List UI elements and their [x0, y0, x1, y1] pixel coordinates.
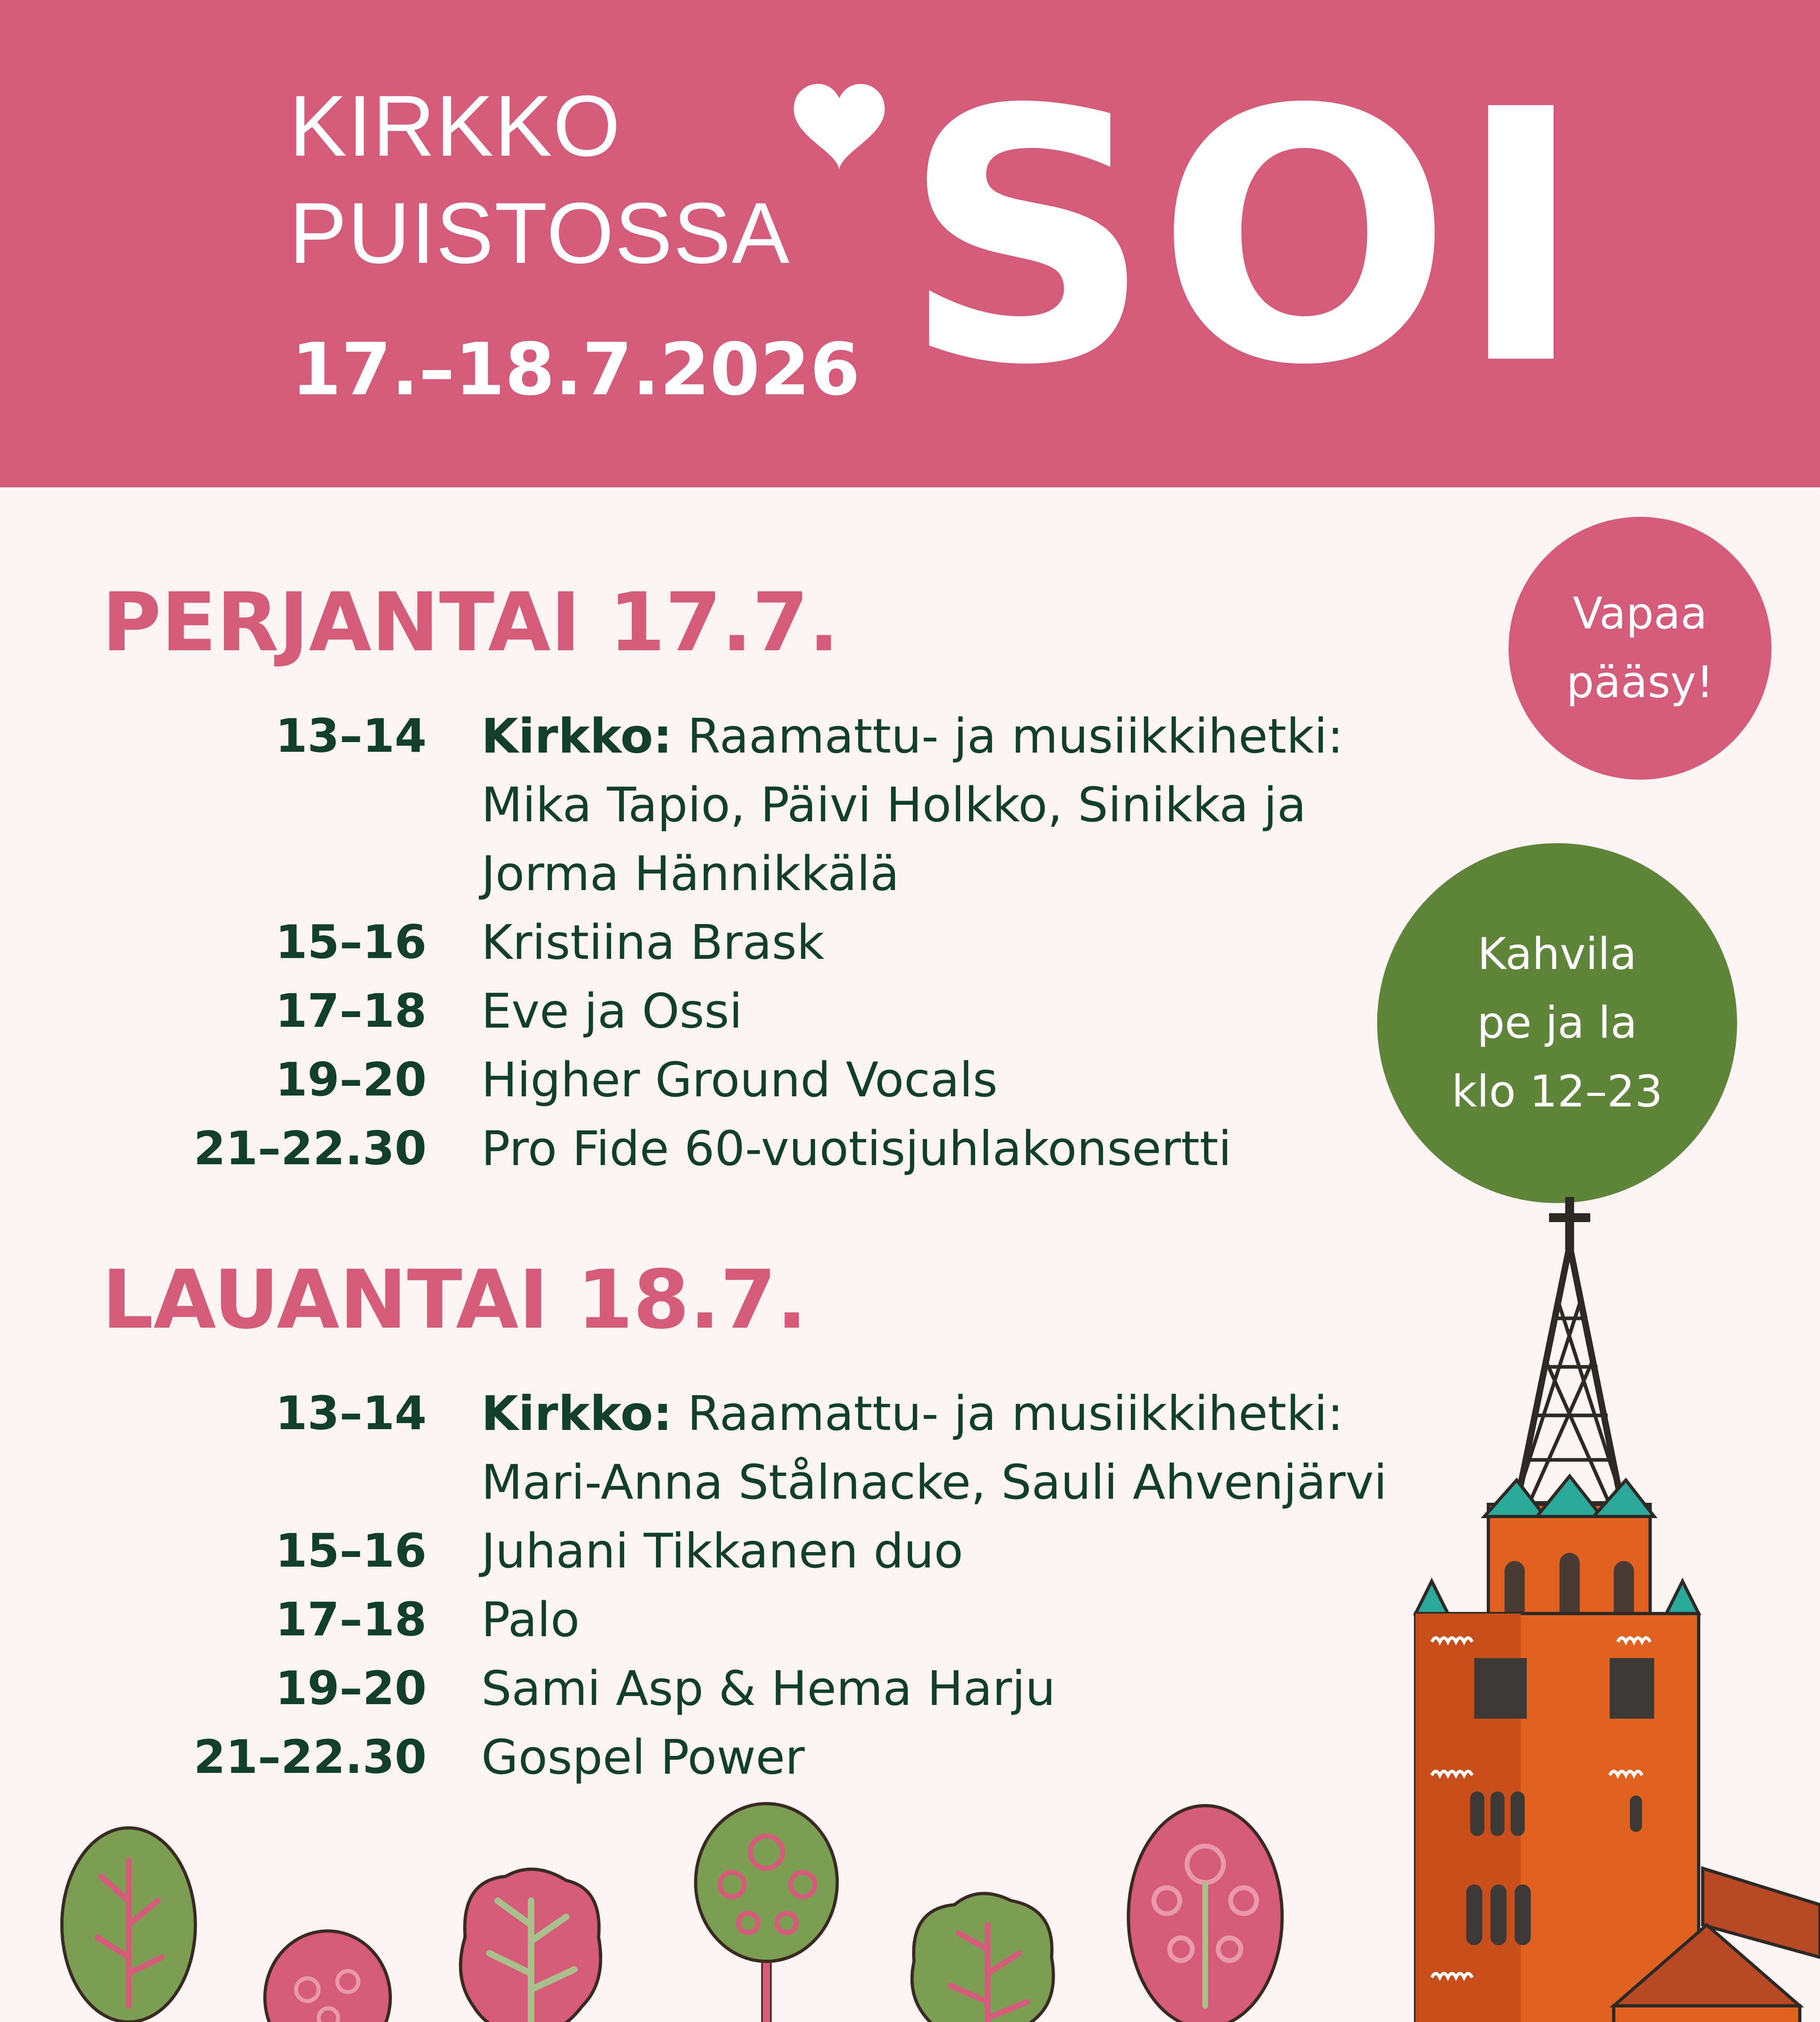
tree-illustration: [461, 1869, 601, 2022]
event-venue: Kirkko:: [481, 708, 673, 764]
cafe-badge: [1377, 843, 1737, 1203]
event-description: Juhani Tikkanen duo: [481, 1523, 963, 1579]
tree-illustration: [1128, 1806, 1282, 2022]
badge-line: Kahvila: [1477, 929, 1637, 979]
event-time: 19–20: [275, 1053, 427, 1106]
event-time: 17–18: [275, 984, 427, 1038]
event-line: Mari-Anna Stålnacke, Sauli Ahvenjärvi: [481, 1454, 1387, 1510]
day-heading-friday: PERJANTAI 17.7.: [102, 575, 839, 670]
tree-illustration: [696, 1804, 837, 2022]
event-description: Gospel Power: [481, 1729, 805, 1785]
event-description: Sami Asp & Hema Harju: [481, 1660, 1056, 1716]
event-description: [481, 702, 1344, 770]
event-time: 15–16: [275, 1524, 427, 1578]
event-description: Eve ja Ossi: [481, 983, 743, 1039]
event-description: Higher Ground Vocals: [481, 1052, 998, 1108]
tree-illustration: [912, 1893, 1053, 2022]
event-description: Palo: [481, 1592, 580, 1648]
event-line: Mika Tapio, Päivi Holkko, Sinikka ja: [481, 777, 1306, 833]
badge-line: pääsy!: [1566, 657, 1714, 708]
church-illustration: [1383, 1197, 1820, 2022]
event-dates: 17.–18.7.2026: [291, 328, 860, 411]
event-description: [481, 1379, 1344, 1448]
event-line: Raamattu- ja musiikkihetki:: [687, 1385, 1344, 1441]
event-description: Pro Fide 60-vuotisjuhlakonsertti: [481, 1121, 1232, 1176]
badge-line: klo 12–23: [1452, 1066, 1663, 1117]
event-time: 17–18: [275, 1593, 427, 1646]
tree-illustration: [265, 1931, 390, 2022]
event-line: Jorma Hännikkälä: [481, 846, 899, 901]
day-heading-saturday: LAUANTAI 18.7.: [102, 1253, 807, 1347]
event-line: Raamattu- ja musiikkihetki:: [687, 708, 1344, 764]
tree-illustration: [0, 1800, 1335, 2022]
page-title: SOI: [902, 36, 1590, 441]
brand-line-1: KIRKKO: [289, 78, 621, 174]
schedule-row-continued: [0, 770, 1820, 839]
event-time: 13–14: [275, 1386, 427, 1440]
brand-line-2: PUISTOSSA: [289, 185, 790, 281]
event-time: 13–14: [275, 709, 427, 763]
event-time: 19–20: [275, 1661, 427, 1715]
event-venue: Kirkko:: [481, 1385, 673, 1441]
event-time: 21–22.30: [193, 1730, 427, 1784]
badge-line: pe ja la: [1477, 998, 1638, 1048]
heart-icon: [789, 81, 890, 174]
event-time: 15–16: [275, 915, 427, 969]
free-entry-badge: [1509, 517, 1771, 780]
header-banner: [0, 0, 1820, 487]
event-time: 21–22.30: [193, 1121, 427, 1175]
badge-line: Vapaa: [1572, 588, 1708, 639]
tree-illustration: [62, 1828, 195, 2022]
event-description: Kristiina Brask: [481, 914, 825, 970]
